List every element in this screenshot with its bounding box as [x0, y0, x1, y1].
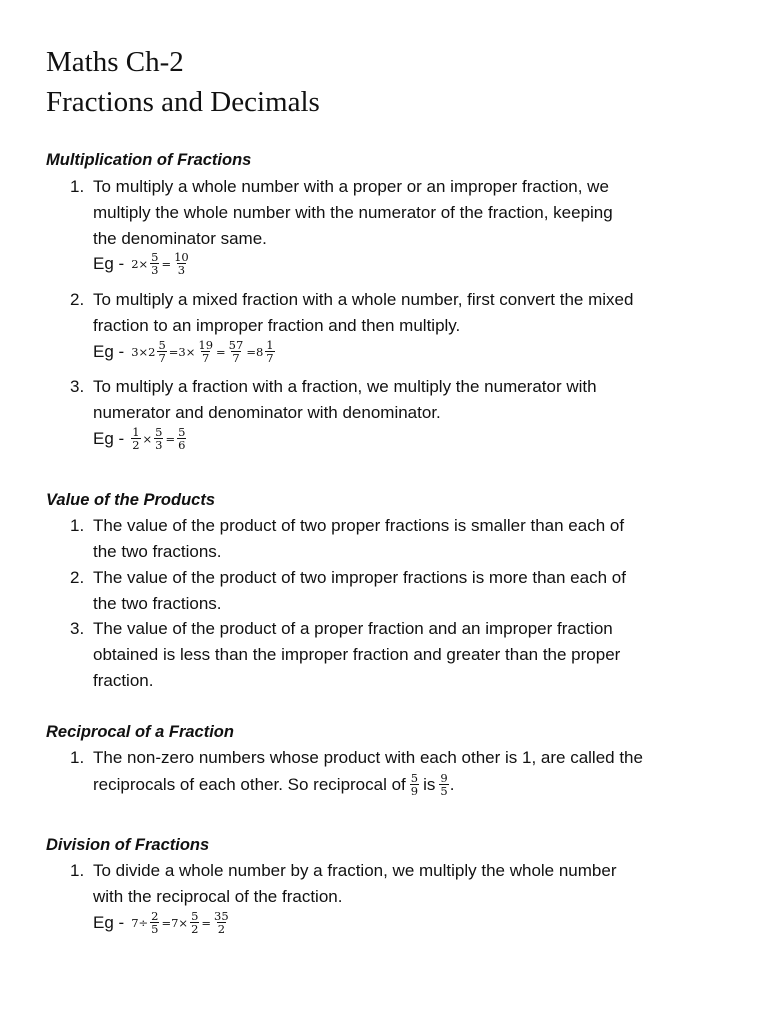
- page-subtitle: Fractions and Decimals: [46, 86, 320, 118]
- denominator: 9: [410, 784, 419, 798]
- example-line: [93, 426, 187, 451]
- math-term: =3×: [168, 344, 196, 359]
- text-segment: reciprocals of each other. So reciprocal of: [93, 774, 406, 794]
- example-label: Eg -: [93, 912, 125, 932]
- section-heading-value-products: Value of the Products: [46, 491, 215, 509]
- math-term: =8: [246, 344, 264, 359]
- math-term: 3×2: [131, 344, 156, 359]
- fraction: [150, 251, 159, 276]
- text-segment: is: [423, 774, 436, 794]
- math-term: 2×: [131, 256, 149, 271]
- math-term: =: [161, 256, 172, 271]
- fraction: [265, 339, 274, 364]
- list-item-text: the two fractions.: [93, 594, 222, 613]
- denominator: 3: [177, 263, 186, 277]
- fraction: [131, 426, 140, 451]
- list-item-text: the denominator same.: [93, 229, 267, 248]
- text-segment: .: [449, 774, 455, 794]
- list-number: 1.: [70, 748, 85, 767]
- example-label: Eg -: [93, 428, 125, 448]
- list-item-text: To multiply a fraction with a fraction, we multiply the numerator with: [93, 377, 597, 396]
- denominator: 6: [178, 438, 186, 452]
- list-item-text: To divide a whole number by a fraction, we multiply the whole number: [93, 861, 617, 880]
- fraction: [150, 910, 159, 935]
- example-label: Eg -: [93, 253, 125, 273]
- math-term: =7×: [161, 915, 189, 930]
- math-term: =: [201, 915, 212, 930]
- numerator: 5: [410, 771, 419, 785]
- fraction: [213, 910, 230, 935]
- section-heading-reciprocal: Reciprocal of a Fraction: [46, 723, 234, 741]
- numerator: 57: [228, 338, 244, 352]
- fraction: [439, 772, 448, 797]
- list-number: 2.: [70, 568, 85, 587]
- list-item-text: To multiply a mixed fraction with a whole number, first convert the mixed: [93, 290, 634, 309]
- numerator: 1: [266, 338, 274, 352]
- section-heading-division: Division of Fractions: [46, 836, 210, 854]
- fraction: [157, 339, 166, 364]
- section-heading-multiplication: Multiplication of Fractions: [46, 151, 252, 169]
- example-label: Eg -: [93, 341, 125, 361]
- numerator: 9: [440, 771, 448, 785]
- fraction: [197, 339, 214, 364]
- fraction: [190, 910, 199, 935]
- example-line: [93, 251, 191, 276]
- denominator: 5: [151, 922, 159, 936]
- fraction: [173, 251, 190, 276]
- math-term: 7÷: [131, 915, 149, 930]
- numerator: 5: [191, 909, 199, 923]
- example-expression: [130, 426, 187, 451]
- list-item-text: fraction.: [93, 671, 154, 690]
- denominator: 2: [191, 922, 199, 936]
- list-item-text: To multiply a whole number with a proper or an improper fraction, we: [93, 177, 609, 196]
- list-item-text: with the reciprocal of the fraction.: [93, 887, 343, 906]
- list-item-text: The value of the product of two improper fractions is more than each of: [93, 568, 626, 587]
- example-expression: [130, 339, 275, 364]
- numerator: 5: [155, 425, 163, 439]
- denominator: 7: [202, 351, 210, 365]
- example-line: [93, 910, 231, 935]
- denominator: 3: [151, 263, 159, 277]
- numerator: 5: [151, 250, 159, 264]
- example-expression: [130, 910, 230, 935]
- numerator: 5: [178, 425, 186, 439]
- list-item-text: multiply the whole number with the numerator of the fraction, keeping: [93, 203, 613, 222]
- list-number: 1.: [70, 177, 85, 196]
- numerator: 1: [132, 425, 140, 439]
- fraction-inline: [409, 772, 420, 797]
- denominator: 7: [232, 351, 240, 365]
- list-number: 1.: [70, 861, 85, 880]
- numerator: 2: [151, 909, 159, 923]
- list-number: 3.: [70, 619, 85, 638]
- list-item-text: numerator and denominator with denominator.: [93, 403, 441, 422]
- list-item-text: fraction to an improper fraction and then multiply.: [93, 316, 461, 335]
- fraction-inline: [438, 772, 449, 797]
- list-item-text: The value of the product of two proper fractions is smaller than each of: [93, 516, 625, 535]
- list-item-text: obtained is less than the improper fraction and greater than the proper: [93, 645, 621, 664]
- list-number: 3.: [70, 377, 85, 396]
- numerator: 19: [198, 338, 214, 352]
- page-title: Maths Ch-2: [46, 46, 184, 78]
- denominator: 5: [440, 784, 448, 798]
- fraction: [228, 339, 245, 364]
- list-number: 1.: [70, 516, 85, 535]
- numerator: 35: [214, 909, 229, 923]
- math-term: ×: [142, 431, 153, 446]
- list-item-text: the two fractions.: [93, 542, 222, 561]
- example-line: [93, 339, 276, 364]
- list-item-text: The non-zero numbers whose product with each other is 1, are called the: [93, 748, 643, 767]
- fraction: [154, 426, 163, 451]
- denominator: 2: [217, 922, 226, 936]
- list-item-text: The value of the product of a proper fraction and an improper fraction: [93, 619, 613, 638]
- denominator: 2: [132, 438, 140, 452]
- numerator: 10: [174, 250, 189, 264]
- fraction: [177, 426, 186, 451]
- denominator: 3: [155, 438, 163, 452]
- denominator: 7: [158, 351, 166, 365]
- list-item-text: [93, 772, 454, 797]
- denominator: 7: [266, 351, 274, 365]
- math-term: =: [165, 431, 176, 446]
- numerator: 5: [158, 338, 166, 352]
- example-expression: [130, 251, 191, 276]
- math-term: =: [216, 344, 226, 359]
- fraction: [410, 772, 419, 797]
- list-number: 2.: [70, 290, 85, 309]
